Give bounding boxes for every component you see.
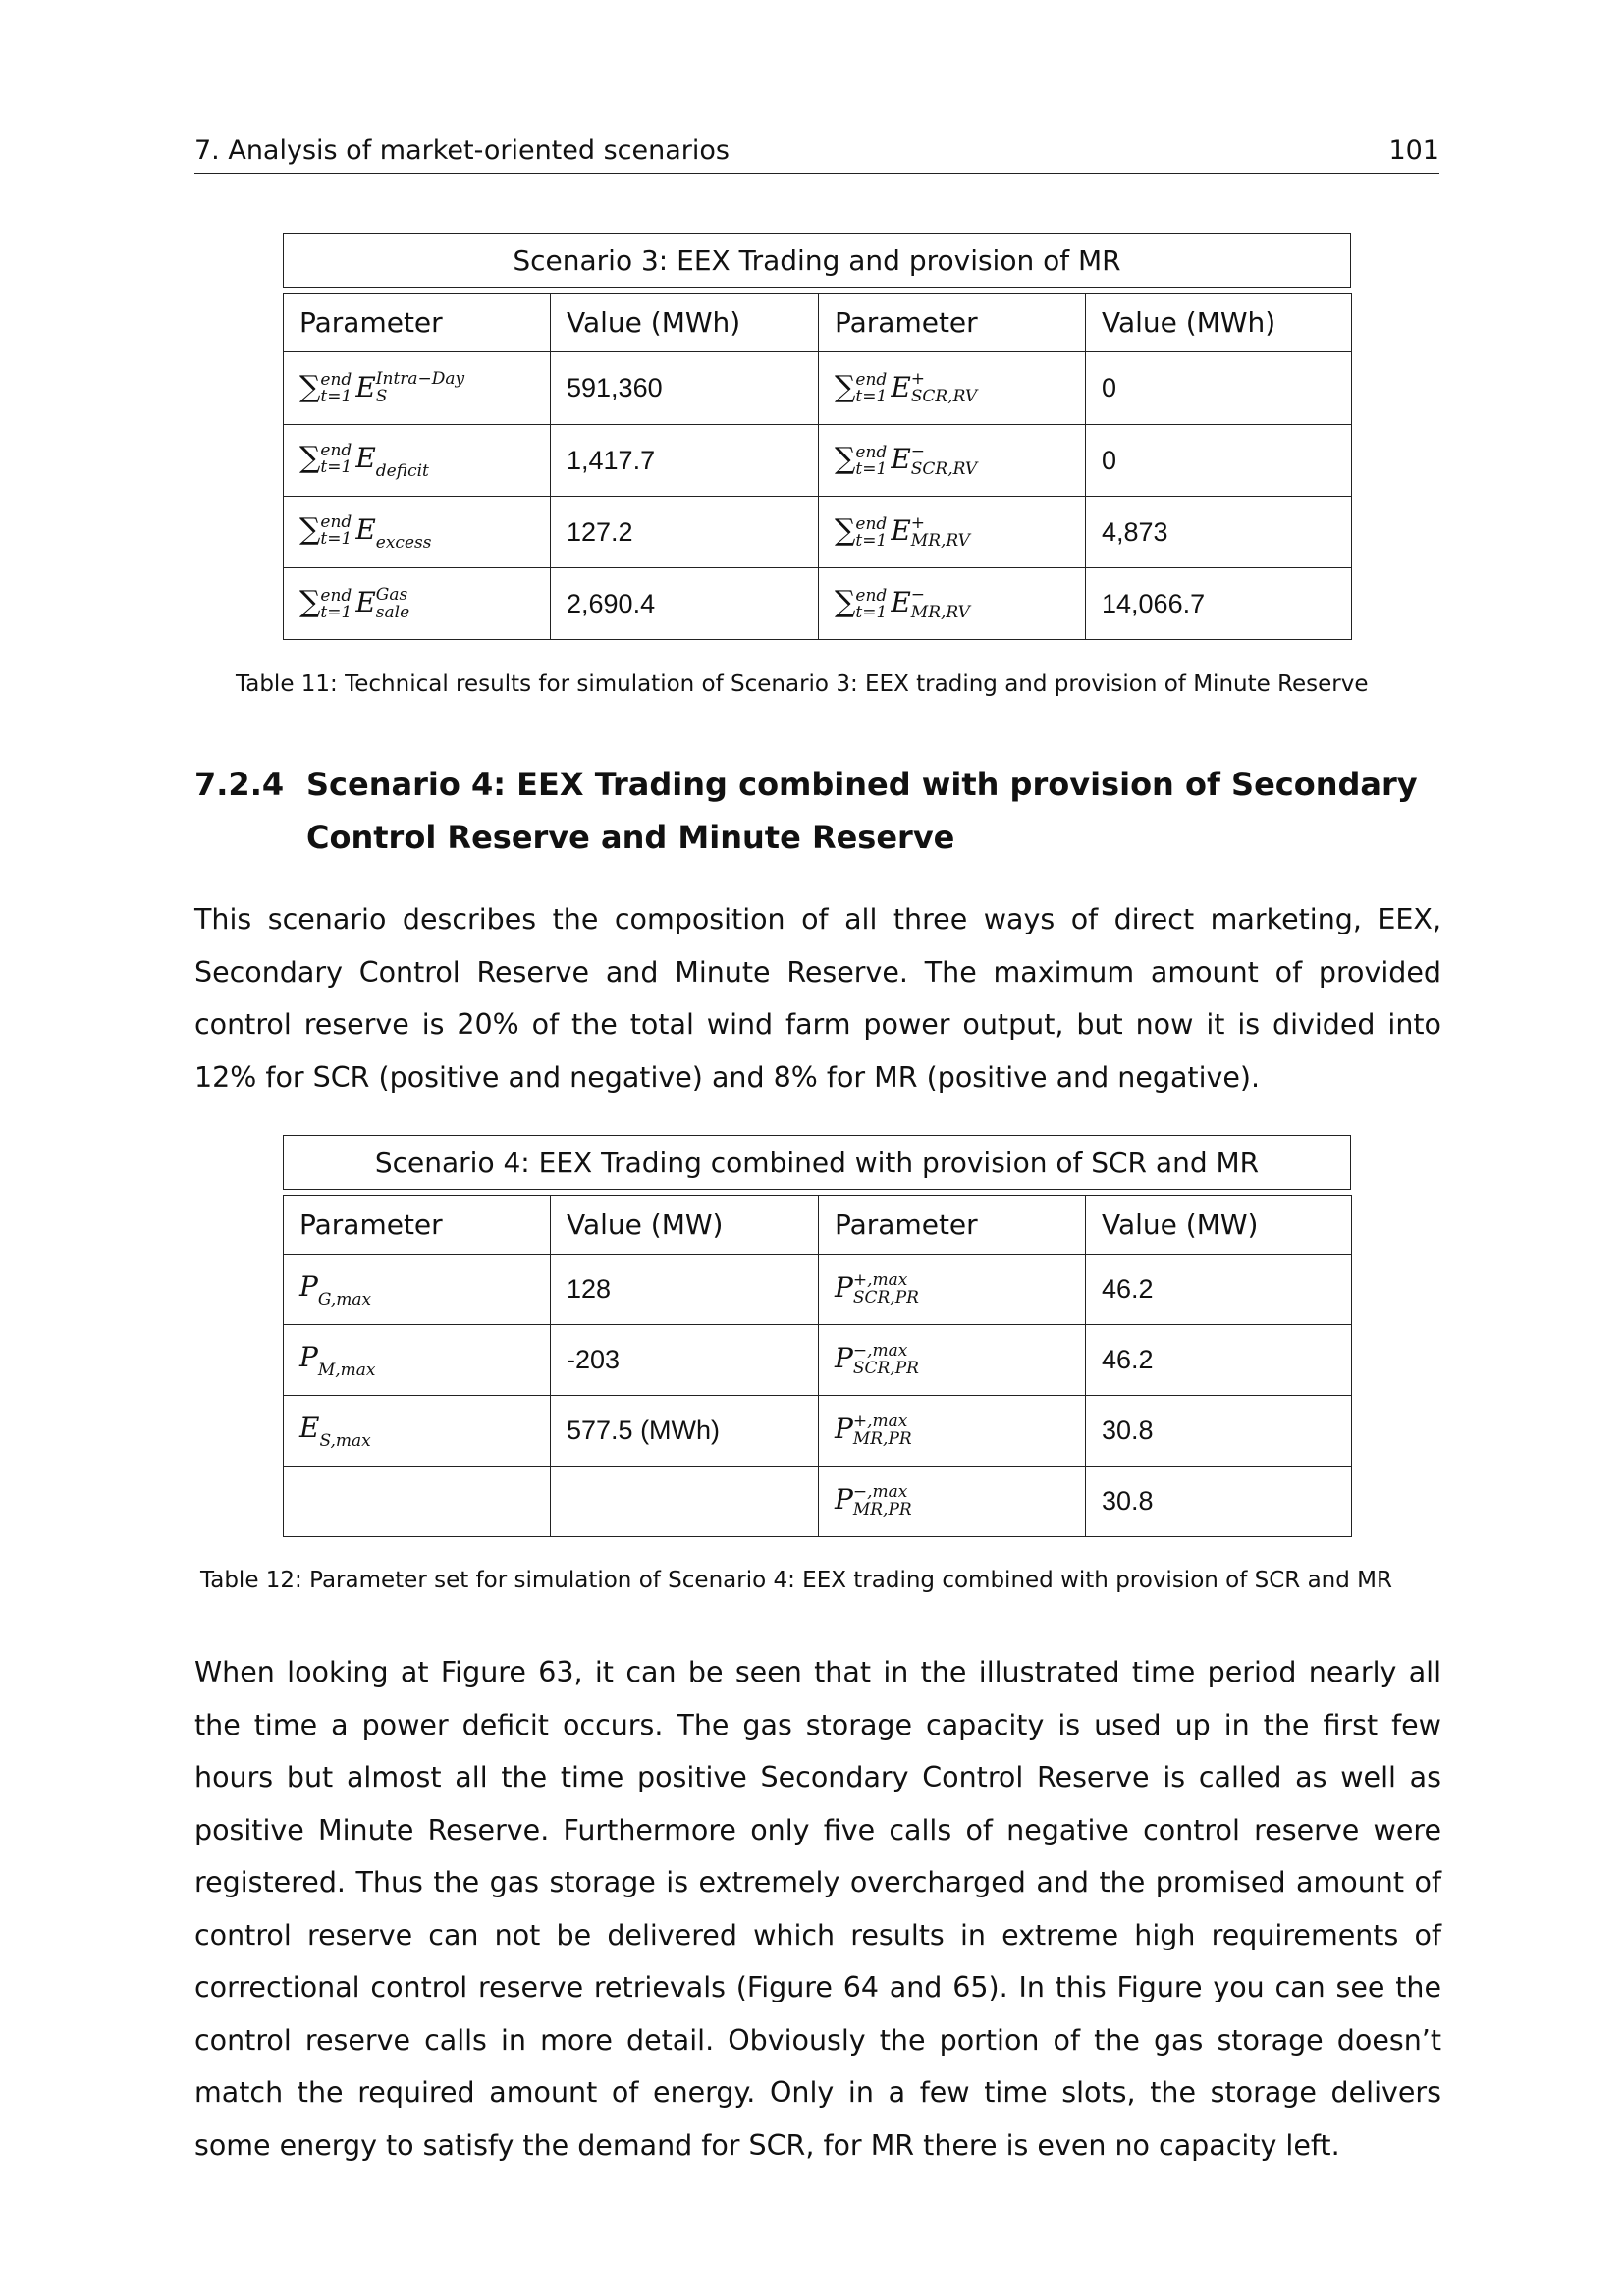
parameter-formula: P +,max SCR,PR — [819, 1255, 1086, 1325]
parameter-value: 30.8 — [1086, 1467, 1352, 1537]
parameter-value: 591,360 — [551, 352, 819, 425]
parameter-formula: ∑ end t=1 E Intra−Day S — [284, 352, 551, 425]
parameter-formula: P −,max SCR,PR — [819, 1325, 1086, 1396]
parameter-value: 0 — [1086, 425, 1352, 497]
parameter-formula: ∑ end t=1 E − MR,RV — [819, 568, 1086, 640]
table-row — [284, 1467, 1352, 1537]
section-title: Scenario 4: EEX Trading combined with provision of Secondary Control Reserve and Minute Reserve — [306, 766, 1418, 856]
parameter-formula: ∑ end t=1 E + MR,RV — [819, 497, 1086, 568]
table-row — [284, 568, 1352, 640]
column-header: Value (MW) — [1086, 1196, 1352, 1255]
page-number: 101 — [1388, 135, 1439, 166]
parameter-value: 14,066.7 — [1086, 568, 1352, 640]
table-header-row — [284, 1196, 1352, 1255]
column-header: Value (MWh) — [551, 294, 819, 352]
parameter-formula: P +,max MR,PR — [819, 1396, 1086, 1467]
empty-cell — [284, 1467, 551, 1537]
parameter-formula: ∑ end t=1 E + SCR,RV — [819, 352, 1086, 425]
parameter-formula: $P_{G,max}$ — [284, 1255, 551, 1325]
paragraph: This scenario describes the composition of all three ways of direct marketing, EEX, Secondary Control Reserve and Minute Reserve. The maximum amount of provided control reserve is 20% of the total wind farm power output, but now it is divided into 12% for SCR (positive and negative) and 8% for MR (positive and negative). — [194, 903, 1441, 1094]
table-row — [284, 497, 1352, 568]
column-header: Value (MW) — [551, 1196, 819, 1255]
table-row — [284, 1325, 1352, 1396]
parameter-formula: $P_{M,max}$ — [284, 1325, 551, 1396]
parameter-formula: P −,max MR,PR — [819, 1467, 1086, 1537]
column-header: Parameter — [819, 294, 1086, 352]
chapter-title: 7. Analysis of market-oriented scenarios — [194, 135, 730, 166]
table-12-grid — [283, 1195, 1352, 1537]
parameter-formula: ∑ end t=1 $E_{excess}$ — [284, 497, 551, 568]
table-12-caption: Table 12: Parameter set for simulation of Scenario 4: EEX trading combined with provision of SCR and MR — [200, 1568, 1392, 1593]
empty-cell — [551, 1467, 819, 1537]
table-row — [284, 1396, 1352, 1467]
parameter-value: 2,690.4 — [551, 568, 819, 640]
table-12 — [283, 1135, 1351, 1537]
parameter-value: 46.2 — [1086, 1255, 1352, 1325]
table-row — [284, 425, 1352, 497]
column-header: Parameter — [284, 294, 551, 352]
parameter-value: 4,873 — [1086, 497, 1352, 568]
column-header: Parameter — [819, 1196, 1086, 1255]
table-11-caption: Table 11: Technical results for simulation of Scenario 3: EEX trading and provision of Minute Reserve — [236, 671, 1369, 697]
paragraph: When looking at Figure 63, it can be seen that in the illustrated time period nearly all the time a power deficit occurs. The gas storage capacity is used up in the first few hours but almost all the time positive Secondary Control Reserve is called as well as positive Minute Reserve. Furthermore only five calls of negative control reserve were registered. Thus the gas storage is extremely overcharged and the promised amount of control reserve can not be delivered which results in extreme high requirements of correctional control reserve retrievals (Figure 64 and 65). In this Figure you can see the control reserve calls in more detail. Obviously the portion of the gas storage doesn’t match the required amount of energy. Only in a few time slots, the storage delivers some energy to satisfy the demand for SCR, for MR there is even no capacity left. — [194, 1656, 1441, 2162]
parameter-formula: ∑ end t=1 $E_{deficit}$ — [284, 425, 551, 497]
parameter-value: 577.5 (MWh) — [551, 1396, 819, 1467]
parameter-value: 30.8 — [1086, 1396, 1352, 1467]
table-12-title: Scenario 4: EEX Trading combined with provision of SCR and MR — [283, 1135, 1351, 1190]
table-11-title: Scenario 3: EEX Trading and provision of MR — [283, 233, 1351, 288]
parameter-value: 128 — [551, 1255, 819, 1325]
running-header — [194, 130, 1439, 174]
parameter-formula: ∑ end t=1 E Gas sale — [284, 568, 551, 640]
table-11 — [283, 233, 1351, 640]
table-header-row — [284, 294, 1352, 352]
parameter-value: 127.2 — [551, 497, 819, 568]
section-number: 7.2.4 — [194, 766, 285, 803]
table-11-grid — [283, 293, 1352, 640]
parameter-formula: $E_{S,max}$ — [284, 1396, 551, 1467]
table-row — [284, 352, 1352, 425]
table-row — [284, 1255, 1352, 1325]
parameter-value: -203 — [551, 1325, 819, 1396]
parameter-value: 46.2 — [1086, 1325, 1352, 1396]
parameter-value: 1,417.7 — [551, 425, 819, 497]
parameter-formula: ∑ end t=1 E − SCR,RV — [819, 425, 1086, 497]
column-header: Parameter — [284, 1196, 551, 1255]
column-header: Value (MWh) — [1086, 294, 1352, 352]
parameter-value: 0 — [1086, 352, 1352, 425]
